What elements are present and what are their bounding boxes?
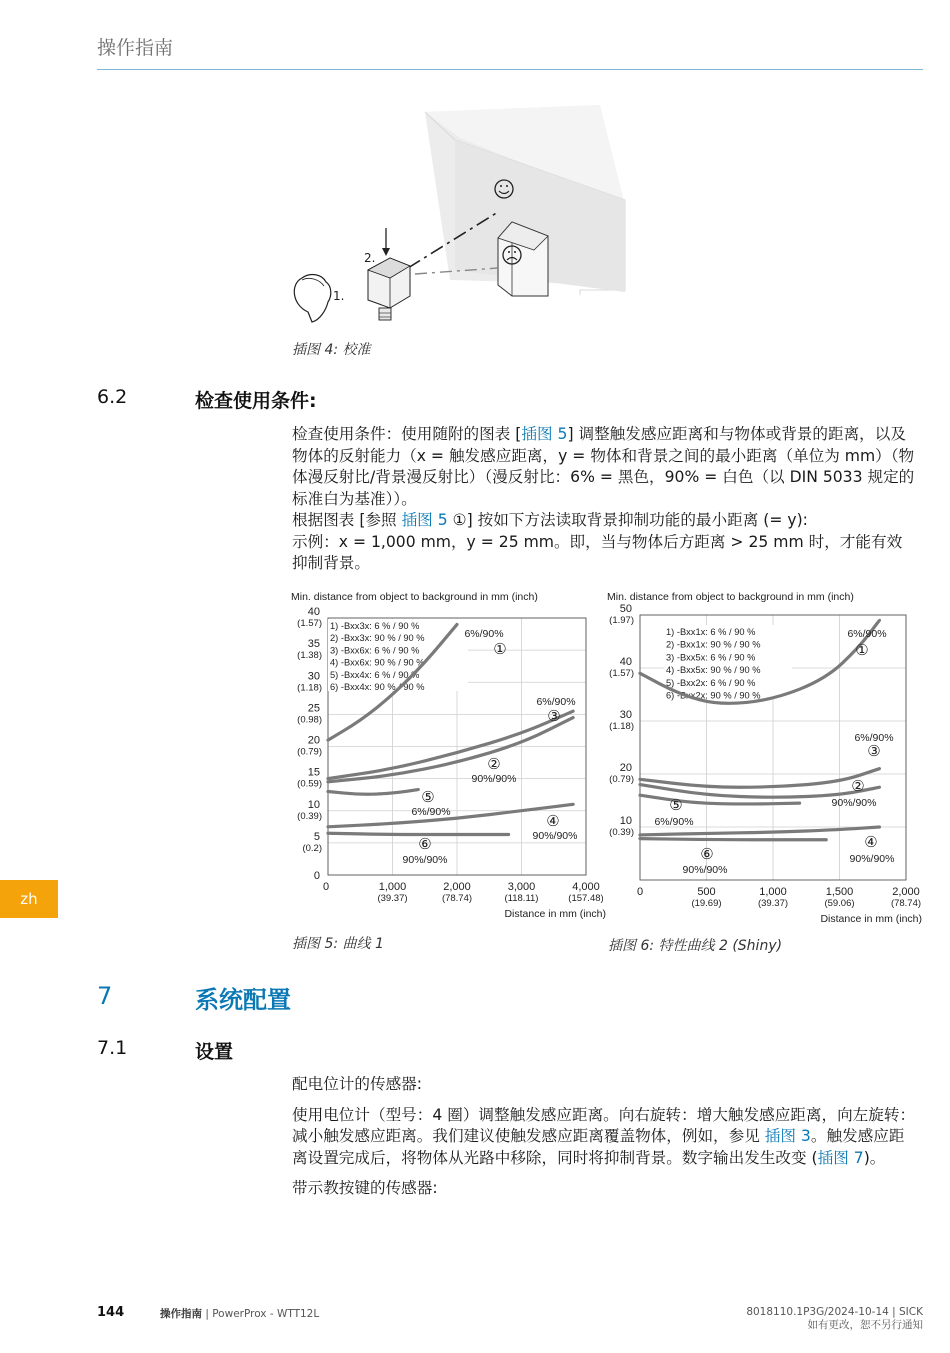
y-tick-sublabel: (0.79) <box>609 774 634 785</box>
y-tick-label: 30 <box>307 670 320 683</box>
section-7-1-body <box>292 1074 917 1200</box>
series-label: 90%/90% <box>682 864 728 876</box>
y-tick-label: 40 <box>619 656 632 668</box>
legend-item: 3) -Bxx5x: 6 % / 90 % <box>666 652 756 663</box>
series-marker: ⑤ <box>669 797 683 814</box>
y-tick-sublabel: (1.18) <box>297 682 322 694</box>
legend-item: 4) -Bxx6x: 90 % / 90 % <box>330 657 425 668</box>
series-label: 90%/90% <box>532 830 578 842</box>
legend-item: 1) -Bxx1x: 6 % / 90 % <box>666 627 756 637</box>
figure-link[interactable]: 插图 3 <box>764 1127 811 1145</box>
series-marker: ③ <box>547 708 561 725</box>
legend-item: 4) -Bxx5x: 90 % / 90 % <box>666 665 761 676</box>
alignment-illustration <box>280 100 640 340</box>
legend-item: 5) -Bxx2x: 6 % / 90 % <box>666 677 756 688</box>
paragraph: 配电位计的传感器: <box>292 1075 423 1093</box>
figure5-caption: 插图 5: 曲线 1 <box>292 936 384 952</box>
x-tick-sublabel: (78.74) <box>890 898 922 909</box>
y-tick-label: 15 <box>307 766 320 779</box>
x-tick-label: 2,000 <box>892 886 920 898</box>
series-label: 90%/90% <box>402 854 448 866</box>
y-tick-label: 25 <box>307 702 320 715</box>
x-tick-label: 1,500 <box>825 886 854 898</box>
chapter-number: 7 <box>97 982 113 1010</box>
y-tick-label: 20 <box>307 734 320 747</box>
series-line <box>328 833 509 834</box>
y-tick-label: 10 <box>307 798 320 811</box>
y-axis-label: Min. distance from object to background in mm (inch) <box>607 591 854 603</box>
section-number: 6.2 <box>97 386 128 408</box>
series-marker: ① <box>493 641 507 658</box>
x-tick-sublabel: (118.11) <box>504 893 539 904</box>
series-label: 6%/90% <box>411 806 451 818</box>
series-line <box>640 839 826 840</box>
header-title: 操作指南 <box>97 37 174 59</box>
legend-item: 1) -Bxx3x: 6 % / 90 % <box>330 621 420 631</box>
x-tick-sublabel: (39.37) <box>377 893 408 904</box>
paragraph: 示例：x = 1,000 mm，y = 25 mm。即，当与物体后方距离 > 25 mm 时，才能有效抑制背景。 <box>292 532 903 572</box>
y-tick-label: 30 <box>619 709 632 721</box>
paragraph: 带示教按键的传感器: <box>292 1179 438 1197</box>
legend-item: 2) -Bxx1x: 90 % / 90 % <box>666 639 761 650</box>
y-tick-sublabel: (1.38) <box>297 650 322 662</box>
x-tick-label: 4,000 <box>572 881 600 893</box>
x-tick-sublabel: (78.74) <box>441 893 473 904</box>
person-head-icon <box>294 275 331 322</box>
y-tick-label: 40 <box>307 606 320 618</box>
series-label: 6%/90% <box>654 816 694 828</box>
series-label: 6%/90% <box>854 732 894 744</box>
series-marker: ⑥ <box>700 846 714 863</box>
section-title: 检查使用条件: <box>195 390 317 412</box>
series-marker: ③ <box>867 743 881 760</box>
step-label-2: 2. <box>364 251 376 265</box>
y-tick-sublabel: (1.18) <box>609 721 634 732</box>
series-label: 90%/90% <box>831 797 877 809</box>
figure-link[interactable]: 插图 7 <box>817 1148 864 1167</box>
paragraph: 检查使用条件：使用随附的图表 [插图 5] 调整触发感应距离和与物体或背景的距离，以及物体的反射能力（x = 触发感应距离，y = 物体和背景之间的最小距离（单位为 mm）（物体漫反射比/背景漫反射比）（漫反射比：6% = 黑色，90% = 白色（以 DIN 5033 规定的标准白为基准））。 <box>292 425 915 508</box>
y-tick-label: 10 <box>619 815 632 827</box>
footer-document: 操作指南 | PowerProx - WTT12L <box>160 1308 320 1320</box>
series-label: 90%/90% <box>849 853 895 865</box>
x-tick-label: 3,000 <box>507 881 536 893</box>
y-tick-sublabel: (1.57) <box>609 668 634 679</box>
figure6-caption: 插图 6: 特性曲线 2 (Shiny) <box>608 938 783 954</box>
series-label: 6%/90% <box>847 628 887 640</box>
y-tick-label: 0 <box>313 870 320 882</box>
page-number: 144 <box>97 1305 125 1320</box>
series-line <box>328 711 573 778</box>
chart-legend <box>328 619 468 692</box>
figure-link[interactable]: 插图 5 <box>521 425 568 443</box>
y-tick-label: 50 <box>619 603 632 615</box>
series-label: 90%/90% <box>471 773 517 785</box>
footer-right <box>746 1306 923 1332</box>
y-tick-label: 5 <box>313 830 320 843</box>
y-tick-label: 35 <box>307 638 320 651</box>
header-divider <box>97 69 923 70</box>
x-tick-sublabel: (19.69) <box>691 898 722 909</box>
section-title: 设置 <box>195 1041 234 1063</box>
x-axis-label: Distance in mm (inch) <box>504 908 606 920</box>
y-tick-sublabel: (0.59) <box>297 778 322 790</box>
legend-item: 6) -Bxx2x: 90 % / 90 % <box>666 690 761 701</box>
sensor-icon <box>368 258 410 320</box>
paragraph: 根据图表 [参照 插图 5 ①] 按如下方法读取背景抑制功能的最小距离 (= y): <box>292 511 808 529</box>
y-tick-sublabel: (0.98) <box>297 714 322 726</box>
chart-legend <box>664 625 792 701</box>
x-tick-sublabel: (157.48) <box>568 893 604 904</box>
series-line <box>640 769 879 788</box>
series-marker: ④ <box>546 813 560 830</box>
section-6-2-body <box>292 424 917 575</box>
series-marker: ⑤ <box>421 789 435 806</box>
legend-item: 2) -Bxx3x: 90 % / 90 % <box>330 633 425 644</box>
chapter-title: 系统配置 <box>195 986 291 1014</box>
paragraph: 使用电位计（型号：4 圈）调整触发感应距离。向右旋转：增大触发感应距离，向左旋转：减小触发感应距离。我们建议使触发感应距离覆盖物体，例如，参见 插图 3。触发感应距离设置完成后，将物体从光路中移除，同时将抑制背景。数字输出发生改变 (插图 7)。 <box>292 1105 916 1167</box>
x-axis-label: Distance in mm (inch) <box>820 913 922 925</box>
series-marker: ⑥ <box>418 836 432 853</box>
step-label-1: 1. <box>333 289 345 303</box>
x-tick-sublabel: (59.06) <box>824 898 855 909</box>
figure4-caption: 插图 4: 校准 <box>292 342 371 358</box>
series-marker: ② <box>487 756 501 773</box>
x-tick-label: 0 <box>322 881 330 893</box>
arrow-down-icon <box>382 228 390 256</box>
y-tick-sublabel: (1.57) <box>297 618 322 629</box>
section-number: 7.1 <box>97 1037 128 1059</box>
x-tick-label: 500 <box>697 886 716 898</box>
figure-link[interactable]: 插图 5 <box>401 511 448 529</box>
y-tick-sublabel: (0.79) <box>297 746 322 758</box>
series-marker: ② <box>851 778 865 795</box>
x-tick-label: 2,000 <box>443 881 471 893</box>
y-tick-sublabel: (0.39) <box>297 810 322 822</box>
series-marker: ④ <box>864 834 878 851</box>
y-tick-sublabel: (1.97) <box>609 615 634 626</box>
x-tick-label: 0 <box>636 886 644 898</box>
series-line <box>328 790 418 795</box>
x-tick-label: 1,000 <box>378 881 407 893</box>
chart-curve-2 <box>604 585 926 925</box>
y-tick-sublabel: (0.39) <box>609 827 634 838</box>
x-tick-sublabel: (39.37) <box>757 898 789 909</box>
series-label: 6%/90% <box>536 696 576 708</box>
footer-notice: 如有更改，恕不另行通知 <box>807 1319 923 1331</box>
language-tab[interactable]: zh <box>0 880 58 918</box>
series-line <box>640 827 879 835</box>
series-marker: ① <box>855 642 869 659</box>
legend-item: 6) -Bxx4x: 90 % / 90 % <box>330 682 425 692</box>
x-tick-label: 1,000 <box>759 886 787 898</box>
y-tick-sublabel: (0.2) <box>302 842 322 854</box>
series-label: 6%/90% <box>464 628 504 640</box>
y-axis-label: Min. distance from object to background in mm (inch) <box>291 591 538 603</box>
legend-item: 5) -Bxx4x: 6 % / 90 % <box>330 669 420 680</box>
footer-doc-id: 8018110.1P3G/2024-10-14 | SICK <box>746 1306 923 1318</box>
chart-curve-1 <box>288 585 610 925</box>
legend-item: 3) -Bxx6x: 6 % / 90 % <box>330 645 420 656</box>
y-tick-label: 20 <box>619 762 632 774</box>
